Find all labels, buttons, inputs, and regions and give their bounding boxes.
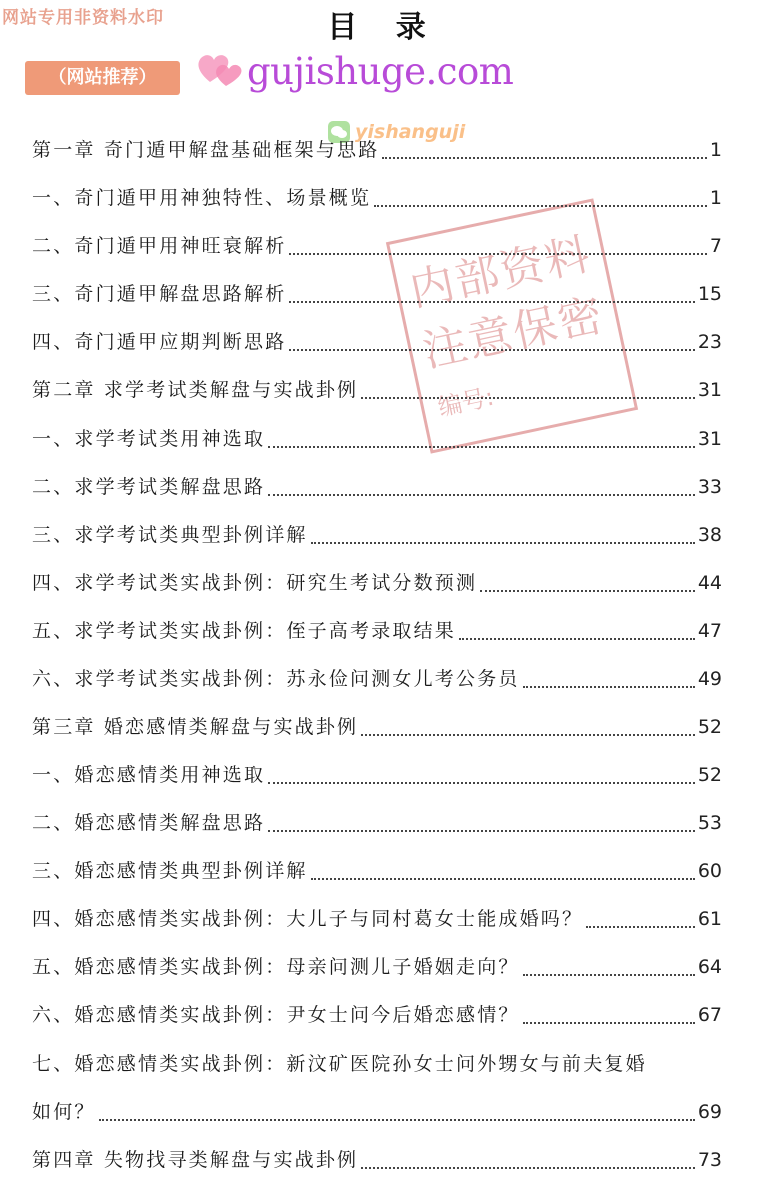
toc-entry [32,755,722,795]
toc-entry-page: 38 [697,524,722,546]
toc-entry-page: 44 [697,572,722,594]
toc-leader-dots [289,299,694,303]
toc-entry-title: 第三章 婚恋感情类解盘与实战卦例 [32,716,359,738]
toc-entry [32,707,722,747]
stamp-line-2: 注意保密 [418,289,609,378]
toc-entry [32,803,722,843]
toc-entry [32,947,722,987]
toc-entry-page: 1 [709,139,722,161]
toc-entry [32,515,722,555]
toc-leader-dots [289,251,707,255]
toc-entry [32,370,722,410]
toc-leader-dots [586,924,695,928]
toc-leader-dots [361,395,695,399]
toc-entry-title: 四、求学考试类实战卦例：研究生考试分数预测 [32,572,478,594]
toc-entry-title: 三、奇门遁甲解盘思路解析 [32,283,287,305]
toc-entry-title: 五、婚恋感情类实战卦例：母亲问测儿子婚姻走向？ [32,956,520,978]
toc-entry-title: 二、奇门遁甲用神旺衰解析 [32,235,287,257]
page-title: 目 录 [327,10,440,45]
toc-entry-title: 四、婚恋感情类实战卦例：大儿子与同村葛女士能成婚吗？ [32,908,584,930]
toc-leader-dots [374,203,707,207]
toc-entry-title: 第二章 求学考试类解盘与实战卦例 [32,379,359,401]
toc-entry [32,995,722,1035]
toc-entry-page: 15 [697,283,722,305]
toc-entry [32,226,722,266]
toc-entry [32,1044,722,1084]
toc-entry-title: 六、求学考试类实战卦例：苏永俭问测女儿考公务员 [32,668,520,690]
toc-entry [32,563,722,603]
toc-entry-title: 一、婚恋感情类用神选取 [32,764,266,786]
stamp-line-3: 编号: [435,382,497,422]
toc-entry [32,1092,722,1132]
toc-entry-page: 67 [697,1004,722,1026]
toc-entry-page: 60 [697,860,722,882]
toc-leader-dots [268,444,695,448]
toc-entry-page: 33 [697,476,722,498]
stamp-line-1: 内部资料 [405,228,596,317]
toc-leader-dots [523,684,695,688]
toc-entry-title: 二、婚恋感情类解盘思路 [32,812,266,834]
site-url: gujishuge.com [247,50,514,93]
toc-entry [32,659,722,699]
toc-entry-title: 第四章 失物找寻类解盘与实战卦例 [32,1149,359,1171]
toc-leader-dots [268,780,695,784]
toc-entry [32,178,722,218]
toc-entry-page: 52 [697,716,722,738]
toc-entry [32,851,722,891]
toc-leader-dots [311,540,695,544]
toc-entry-page: 69 [697,1101,722,1123]
toc-entry-page: 52 [697,764,722,786]
toc-entry-title: 三、求学考试类典型卦例详解 [32,524,308,546]
toc-entry [32,467,722,507]
toc-entry [32,1140,722,1180]
toc-leader-dots [99,1117,695,1121]
toc-leader-dots [459,636,695,640]
toc-entry-title: 如何？ [32,1101,96,1123]
toc-entry-title: 一、求学考试类用神选取 [32,428,266,450]
toc-entry-title: 第一章 奇门遁甲解盘基础框架与思路 [32,139,380,161]
toc-leader-dots [361,1165,695,1169]
toc-entry-title: 六、婚恋感情类实战卦例：尹女士问今后婚恋感情？ [32,1004,520,1026]
toc-leader-dots [382,155,706,159]
toc-entry [32,274,722,314]
toc-entry-title: 七、婚恋感情类实战卦例：新汶矿医院孙女士问外甥女与前夫复婚 [32,1053,647,1075]
toc-entry-page: 61 [697,908,722,930]
toc-leader-dots [268,492,695,496]
toc-entry-page: 49 [697,668,722,690]
toc-entry-title: 二、求学考试类解盘思路 [32,476,266,498]
toc-entry [32,419,722,459]
toc-entry [32,322,722,362]
toc-entry-page: 73 [697,1149,722,1171]
site-badge: （网站推荐） [25,61,180,95]
toc-leader-dots [311,876,695,880]
watermark-overlay: yishanguji [355,121,466,143]
toc-leader-dots [361,732,695,736]
hearts-icon [196,46,246,90]
toc-entry [32,130,722,170]
toc-leader-dots [523,1020,695,1024]
toc-entry [32,899,722,939]
toc-entry-page: 7 [709,235,722,257]
toc-entry-page: 53 [697,812,722,834]
toc-entry-page: 31 [697,428,722,450]
toc-entry-page: 31 [697,379,722,401]
toc-entry [32,611,722,651]
toc-entry-page: 23 [697,331,722,353]
toc-leader-dots [289,347,694,351]
watermark-top: 网站专用非资料水印 [2,8,164,28]
toc-entry-page: 1 [709,187,722,209]
toc-entry-title: 一、奇门遁甲用神独特性、场景概览 [32,187,372,209]
toc-entry-title: 四、奇门遁甲应期判断思路 [32,331,287,353]
toc-leader-dots [268,828,695,832]
toc-entry-title: 五、求学考试类实战卦例：侄子高考录取结果 [32,620,457,642]
toc-leader-dots [523,972,695,976]
toc-entry-title: 三、婚恋感情类典型卦例详解 [32,860,308,882]
toc-entry-page: 47 [697,620,722,642]
toc-leader-dots [480,588,695,592]
toc-entry-page: 64 [697,956,722,978]
